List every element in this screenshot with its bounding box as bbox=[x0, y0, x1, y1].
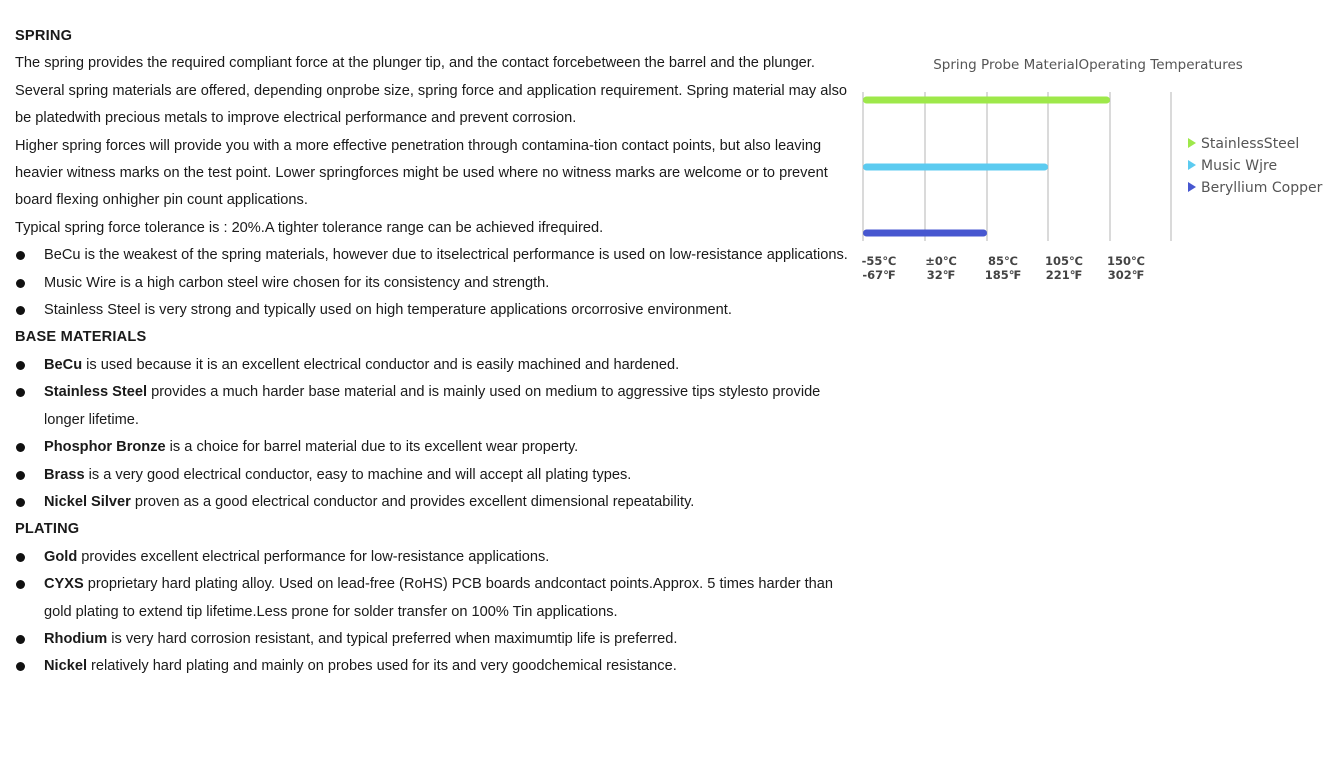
x-tick-label-fahrenheit: 32℉ bbox=[926, 268, 956, 282]
spring-paragraph: Higher spring forces will provide you with a more effective penetration through contamina-tion contact points, but also leaving heavier witness marks on the test point. Lower springforces might be used where no witness marks are welcome or to prevent board flexing onhigher pin count applications. bbox=[15, 137, 828, 209]
bullet-item bbox=[15, 489, 855, 516]
bullet-term: Nickel bbox=[44, 658, 87, 675]
bullet-text: proven as a good electrical conductor and provides excellent dimensional repeatability. bbox=[130, 493, 695, 510]
bullet-term: Stainless Steel bbox=[44, 384, 148, 401]
bullet-text: relatively hard plating and mainly on probes used for its and very goodchemical resistance. bbox=[87, 658, 677, 675]
bullet-text: is a very good electrical conductor, easy to machine and will accept all plating types. bbox=[84, 466, 632, 483]
bullet-term: Phosphor Bronze bbox=[44, 439, 166, 456]
bullet-item bbox=[15, 242, 855, 269]
chart-x-ticks bbox=[862, 254, 1145, 282]
bullet-term: Rhodium bbox=[44, 630, 108, 647]
bullet-dot-icon bbox=[16, 251, 25, 260]
bullet-item bbox=[15, 544, 855, 571]
base-materials-heading: BASE MATERIALS bbox=[15, 329, 147, 346]
spring-bullet-list bbox=[15, 242, 855, 324]
bullet-dot-icon bbox=[16, 580, 25, 589]
chart-title: Spring Probe MaterialOperating Temperatures bbox=[933, 57, 1243, 73]
chart-legend bbox=[1188, 136, 1323, 196]
plating-heading: PLATING bbox=[15, 521, 80, 538]
bar-stainlesssteel bbox=[863, 97, 1110, 104]
bullet-dot-icon bbox=[16, 662, 25, 671]
legend-marker-icon bbox=[1188, 138, 1196, 148]
x-tick-label-fahrenheit: 302℉ bbox=[1107, 268, 1145, 282]
bullet-dot-icon bbox=[16, 279, 25, 288]
bullet-dot-icon bbox=[16, 498, 25, 507]
bullet-text: proprietary hard plating alloy. Used on lead-free (RoHS) PCB boards andcontact points.Approx. 5 times harder than gold plating to extend tip lifetime.Less prone for solder transfer on 100% Tin applications. bbox=[44, 576, 834, 620]
bullet-dot-icon bbox=[16, 443, 25, 452]
bullet-item bbox=[15, 434, 855, 461]
bullet-item bbox=[15, 352, 855, 379]
x-tick-label-celsius: -55℃ bbox=[861, 254, 897, 268]
bullet-text: Stainless Steel is very strong and typically used on high temperature applications orcorrosive environment. bbox=[44, 302, 732, 319]
bullet-dot-icon bbox=[16, 553, 25, 562]
bullet-text: provides a much harder base material and is mainly used on medium to aggressive tips stylesto provide longer lifetime. bbox=[44, 384, 821, 428]
x-tick-label-celsius: 150℃ bbox=[1107, 254, 1145, 268]
plating-bullet-list bbox=[15, 544, 855, 681]
legend-label: Music Wjre bbox=[1201, 158, 1278, 174]
bullet-text: BeCu is the weakest of the spring materials, however due to itselectrical performance is used on low-resistance applications. bbox=[44, 247, 848, 264]
x-tick-label-celsius: 105℃ bbox=[1045, 254, 1083, 268]
x-tick-label-fahrenheit: 221℉ bbox=[1045, 268, 1083, 282]
bullet-text: provides excellent electrical performance for low-resistance applications. bbox=[77, 548, 550, 565]
document-body bbox=[15, 23, 855, 681]
spring-paragraph: The spring provides the required compliant force at the plunger tip, and the contact forcebetween the barrel and the plunger. Several spring materials are offered, depending onprobe size, spring force and application requirement. Spring material may also be platedwith precious metals to improve electrical performance and prevent corrosion. bbox=[15, 55, 848, 127]
bullet-term: Brass bbox=[44, 466, 85, 483]
bullet-text: is very hard corrosion resistant, and typical preferred when maximumtip life is preferred. bbox=[107, 630, 678, 647]
bullet-item bbox=[15, 653, 855, 680]
bullet-dot-icon bbox=[16, 388, 25, 397]
legend-label: Beryllium Copper bbox=[1201, 180, 1323, 196]
x-tick-label-fahrenheit: -67℉ bbox=[862, 268, 896, 282]
bullet-dot-icon bbox=[16, 471, 25, 480]
legend-label: StainlessSteel bbox=[1201, 136, 1300, 152]
x-tick-label-celsius: ±0℃ bbox=[925, 254, 957, 268]
spring-paragraph: Typical spring force tolerance is : 20%.A tighter tolerance range can be achieved ifrequired. bbox=[15, 219, 604, 236]
spring-heading: SPRING bbox=[15, 28, 73, 44]
bullet-dot-icon bbox=[16, 635, 25, 644]
bullet-item bbox=[15, 297, 855, 324]
legend-marker-icon bbox=[1188, 182, 1196, 192]
bullet-dot-icon bbox=[16, 361, 25, 370]
bullet-text: is a choice for barrel material due to its excellent wear property. bbox=[165, 439, 579, 456]
bullet-item bbox=[15, 626, 855, 653]
x-tick-label-fahrenheit: 185℉ bbox=[984, 268, 1022, 282]
bullet-text: Music Wire is a high carbon steel wire chosen for its consistency and strength. bbox=[44, 274, 550, 291]
bullet-term: Nickel Silver bbox=[44, 493, 131, 510]
base-materials-bullet-list bbox=[15, 352, 855, 516]
bullet-text: is used because it is an excellent electrical conductor and is easily machined and hardened. bbox=[82, 356, 680, 373]
bullet-term: BeCu bbox=[44, 356, 83, 373]
bullet-term: CYXS bbox=[44, 576, 84, 593]
bullet-item bbox=[15, 379, 855, 434]
bullet-term: Gold bbox=[44, 548, 78, 565]
bullet-item bbox=[15, 462, 855, 489]
chart-canvas bbox=[855, 48, 1325, 298]
legend-marker-icon bbox=[1188, 160, 1196, 170]
operating-temperature-chart bbox=[855, 48, 1325, 298]
bullet-item bbox=[15, 571, 855, 626]
bar-beryllium-copper bbox=[863, 230, 987, 237]
x-tick-label-celsius: 85℃ bbox=[988, 254, 1018, 268]
bullet-item bbox=[15, 270, 855, 297]
bar-music-wjre bbox=[863, 164, 1048, 171]
bullet-dot-icon bbox=[16, 306, 25, 315]
